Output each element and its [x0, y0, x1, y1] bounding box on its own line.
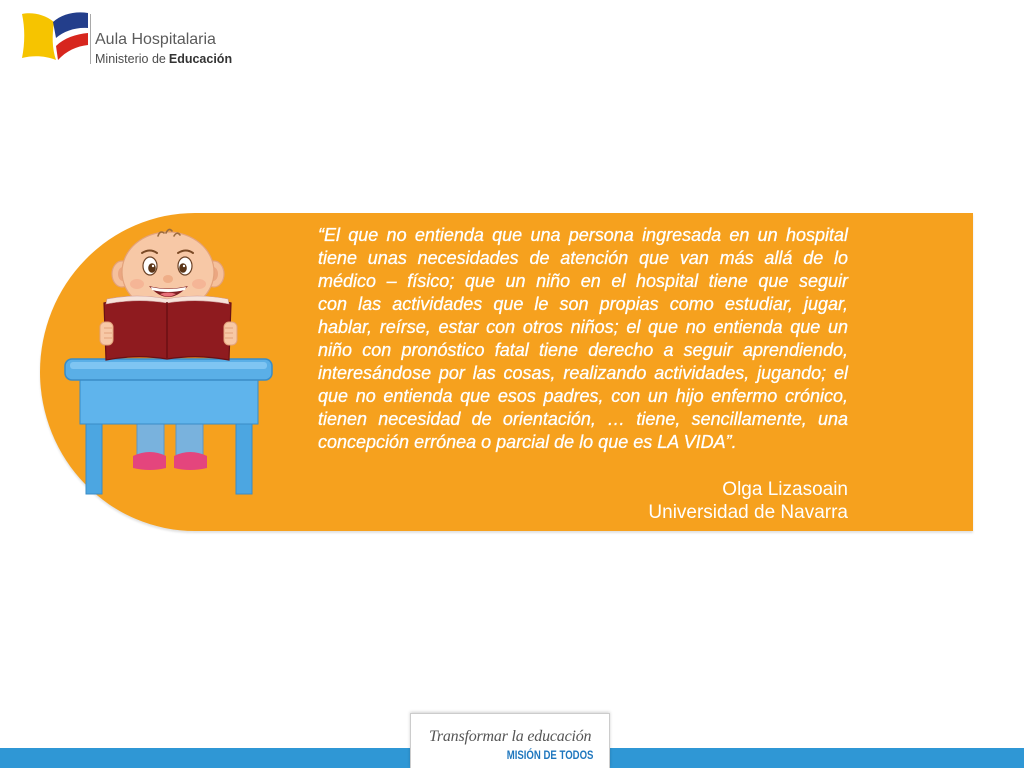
quote-line: hablar, reírse, estar con otros niños; el que no entienda que un	[318, 317, 848, 337]
desk-front	[80, 376, 258, 424]
logo-yellow-band	[22, 13, 56, 60]
logo-divider	[90, 14, 91, 64]
quote-line: tiene unas necesidades de atención que van más allá de lo	[318, 248, 848, 268]
right-cheek	[192, 279, 206, 289]
right-pupil	[179, 263, 187, 273]
desk-top-highlight	[70, 362, 267, 369]
nose	[163, 275, 173, 283]
right-eye-highlight	[183, 265, 185, 267]
quote-line: que no entienda que esos padres, con un hijo enfermo crónico,	[318, 386, 848, 406]
quote-line: médico – físico; que un niño en el hospital tiene que seguir	[318, 271, 848, 291]
right-hand	[224, 322, 237, 345]
child-reading-book-at-desk-icon	[55, 225, 285, 500]
quote-author: Olga Lizasoain	[722, 479, 848, 500]
left-cheek	[130, 279, 144, 289]
footer-slogan-card	[410, 713, 610, 768]
quote-text	[318, 224, 848, 454]
right-shoe	[174, 452, 207, 470]
left-eye-highlight	[152, 265, 154, 267]
quote-line: tienen necesidad de orientación, … tiene, sencillamente, una	[318, 409, 848, 429]
desk-left-leg	[86, 418, 102, 494]
logo-title: Aula Hospitalaria	[95, 31, 216, 48]
logo-subtitle-bold: Educación	[168, 52, 233, 66]
quote-line: interesándose por las cosas, realizando actividades, jugando; el	[318, 363, 848, 383]
quote-attribution	[648, 478, 848, 524]
left-shoe	[133, 452, 166, 470]
desk	[65, 359, 272, 494]
quote-affiliation: Universidad de Navarra	[648, 502, 848, 523]
quote-line: con las actividades que le son propias como estudiar, jugar,	[318, 294, 848, 314]
logo-red-band	[56, 33, 88, 60]
child-legs	[133, 418, 207, 470]
desk-right-leg	[236, 418, 252, 494]
ecuador-government-logo-icon	[20, 10, 90, 66]
quote-line: concepción errónea o parcial de lo que es LA VIDA”.	[318, 432, 737, 452]
footer-tagline: MISIÓN DE TODOS	[506, 748, 593, 762]
left-pupil	[148, 263, 156, 273]
quote-line: “El que no entienda que una persona ingresada en un hospital	[318, 225, 848, 245]
footer-slogan: Transformar la educación	[429, 728, 592, 745]
logo-subtitle	[95, 51, 232, 67]
logo-subtitle-regular: Ministerio de	[95, 52, 166, 66]
left-hand	[100, 322, 113, 345]
quote-line: niño con pronóstico fatal tiene derecho a seguir aprendiendo,	[318, 340, 848, 360]
book	[104, 296, 231, 360]
